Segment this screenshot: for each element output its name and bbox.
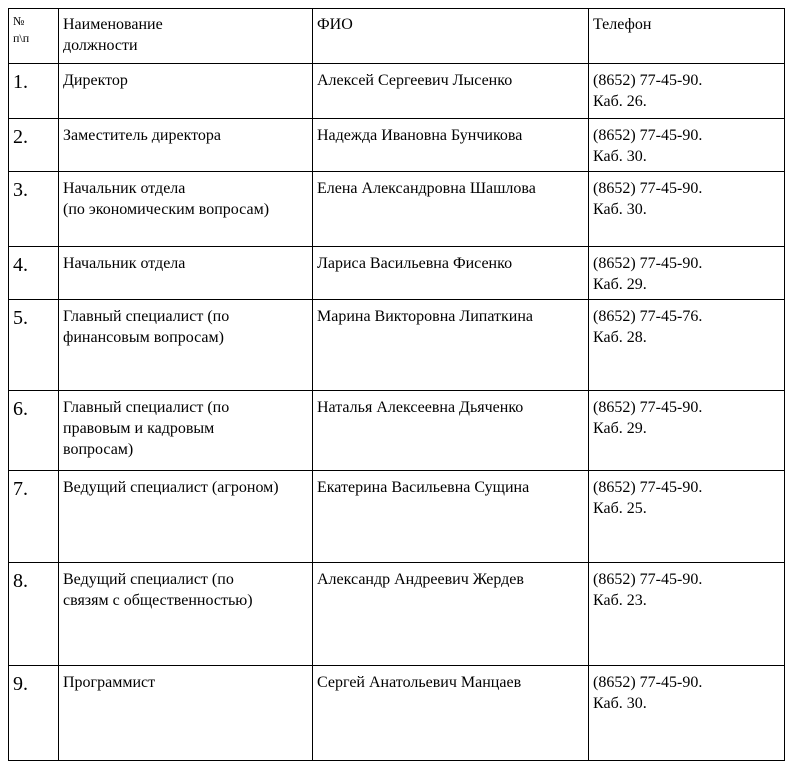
office-number: Каб. 29. [593,420,647,437]
table-row [9,471,785,563]
table-row [9,172,785,247]
row-position [59,64,313,119]
row-contact [589,563,785,666]
row-position [59,247,313,300]
row-position [59,300,313,391]
table-body [9,9,785,761]
phone-number: (8652) 77-45-90. [593,674,703,691]
office-number: Каб. 30. [593,695,647,712]
row-contact [589,172,785,247]
table-header-row [9,9,785,64]
phone-number: (8652) 77-45-76. [593,308,703,325]
row-position [59,471,313,563]
office-number: Каб. 28. [593,329,647,346]
phone-number: (8652) 77-45-90. [593,180,703,197]
header-position-line2: должности [63,37,138,54]
phone-number: (8652) 77-45-90. [593,255,703,272]
row-contact [589,471,785,563]
office-number: Каб. 30. [593,148,647,165]
header-number [9,9,59,64]
row-contact [589,391,785,471]
row-number: 8. [9,563,59,666]
staff-contacts-table [8,8,785,761]
row-position [59,119,313,172]
position-line: Программист [63,674,156,691]
row-contact [589,119,785,172]
row-number: 2. [9,119,59,172]
row-number: 9. [9,666,59,761]
position-line: Ведущий специалист (по [63,571,234,588]
header-position-line1: Наименование [63,16,163,33]
table-row [9,391,785,471]
table-row [9,119,785,172]
position-line: связям с общественностью) [63,592,253,609]
position-line: Главный специалист (по [63,308,230,325]
position-line: Ведущий специалист (агроном) [63,479,279,496]
phone-number: (8652) 77-45-90. [593,399,703,416]
table-row [9,666,785,761]
office-number: Каб. 26. [593,93,647,110]
row-position [59,563,313,666]
office-number: Каб. 30. [593,201,647,218]
phone-number: (8652) 77-45-90. [593,72,703,89]
position-line: Заместитель директора [63,127,222,144]
row-number: 7. [9,471,59,563]
row-contact [589,247,785,300]
row-full-name: Екатерина Васильевна Сущина [313,471,589,563]
header-position [59,9,313,64]
phone-number: (8652) 77-45-90. [593,479,703,496]
row-number: 5. [9,300,59,391]
position-line: (по экономическим вопросам) [63,201,270,218]
row-number: 4. [9,247,59,300]
row-contact [589,666,785,761]
office-number: Каб. 29. [593,276,647,293]
position-line: Директор [63,72,128,89]
row-position [59,391,313,471]
row-full-name: Лариса Васильевна Фисенко [313,247,589,300]
row-number: 3. [9,172,59,247]
header-number-line1: № [13,14,25,28]
position-line: Главный специалист (по [63,399,230,416]
table-row [9,64,785,119]
row-position [59,666,313,761]
row-full-name: Алексей Сергеевич Лысенко [313,64,589,119]
position-line: финансовым вопросам) [63,329,224,346]
row-full-name: Александр Андреевич Жердев [313,563,589,666]
row-full-name: Елена Александровна Шашлова [313,172,589,247]
phone-number: (8652) 77-45-90. [593,571,703,588]
position-line: правовым и кадровым [63,420,215,437]
position-line: вопросам) [63,441,134,458]
row-position [59,172,313,247]
header-phone: Телефон [589,9,785,64]
row-number: 1. [9,64,59,119]
office-number: Каб. 23. [593,592,647,609]
table-row [9,300,785,391]
row-number: 6. [9,391,59,471]
row-full-name: Сергей Анатольевич Манцаев [313,666,589,761]
position-line: Начальник отдела [63,255,186,272]
table-row [9,563,785,666]
row-full-name: Надежда Ивановна Бунчикова [313,119,589,172]
phone-number: (8652) 77-45-90. [593,127,703,144]
row-contact [589,300,785,391]
office-number: Каб. 25. [593,500,647,517]
row-contact [589,64,785,119]
header-name: ФИО [313,9,589,64]
row-full-name: Марина Викторовна Липаткина [313,300,589,391]
position-line: Начальник отдела [63,180,186,197]
table-row [9,247,785,300]
row-full-name: Наталья Алексеевна Дьяченко [313,391,589,471]
header-number-line2: п\п [13,31,30,45]
